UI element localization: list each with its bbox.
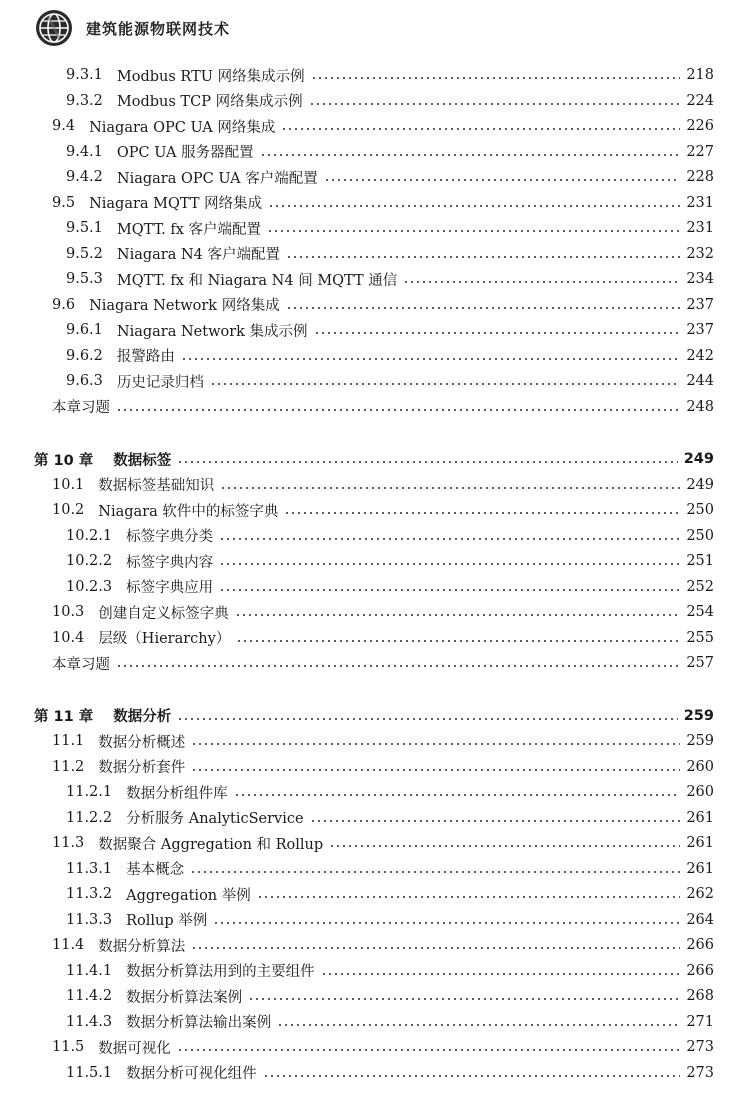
- toc-entry-number: 11.5.1: [66, 1064, 113, 1081]
- dot-leader: [403, 281, 680, 283]
- toc-entry-number: 9.6: [52, 296, 76, 313]
- dot-leader: [177, 461, 677, 463]
- dot-leader: [311, 77, 681, 79]
- toc-entry-page: 237: [686, 296, 714, 313]
- toc-entry-number: 11.3.3: [66, 911, 113, 928]
- toc-entry-number: 11.2.2: [66, 809, 113, 826]
- toc-entry[interactable]: [66, 1011, 714, 1033]
- toc-entry[interactable]: [66, 319, 714, 341]
- dot-leader: [219, 563, 680, 565]
- toc-entry-title: MQTT. fx 客户端配置: [116, 221, 261, 238]
- dot-leader: [314, 332, 681, 334]
- toc-entry-page: 250: [686, 502, 714, 518]
- dot-leader: [235, 614, 681, 616]
- toc-entry-title: Niagara 软件中的标签字典: [98, 503, 279, 520]
- toc-entry[interactable]: [52, 730, 714, 752]
- dot-leader: [277, 1024, 680, 1026]
- dot-leader: [116, 665, 680, 667]
- toc-entry-number: 9.3.1: [66, 67, 103, 83]
- book-title: 建筑能源物联网技术: [86, 20, 231, 38]
- toc-entry-page: 262: [686, 886, 714, 902]
- toc-entry[interactable]: [66, 781, 714, 803]
- toc-entry-title: 数据聚合 Aggregation 和 Rollup: [98, 836, 324, 853]
- dot-leader: [213, 922, 680, 924]
- toc-entry-title: 分析服务 AnalyticService: [126, 811, 304, 827]
- toc-entry-title: 报警路由: [116, 349, 175, 365]
- toc-entry-title: 数据分析套件: [98, 760, 186, 776]
- toc-entry[interactable]: [52, 934, 714, 956]
- toc-entry-page: 242: [686, 347, 714, 364]
- toc-entry[interactable]: [66, 243, 714, 265]
- toc-entry[interactable]: [66, 576, 714, 598]
- dot-leader: [281, 128, 680, 130]
- toc-entry-title: Aggregation 举例: [126, 887, 251, 904]
- toc-entry-number: 10.2.1: [66, 527, 113, 544]
- toc-entry-number: 9.4.2: [66, 169, 103, 185]
- dot-leader: [177, 718, 677, 720]
- dot-leader: [309, 103, 681, 105]
- toc-entry-title: 数据分析算法: [98, 938, 186, 955]
- dot-leader: [177, 1049, 681, 1051]
- toc-entry-page: 251: [686, 553, 714, 569]
- toc-entry-title: Niagara N4 客户端配置: [116, 247, 281, 263]
- toc-entry-page: 257: [686, 655, 714, 671]
- toc-entry[interactable]: [66, 268, 714, 290]
- toc-entry-title: 数据分析算法案例: [126, 989, 243, 1006]
- toc-entry-title: 数据可视化: [98, 1040, 171, 1057]
- toc-entry-page: 232: [686, 245, 714, 262]
- toc-entry[interactable]: [52, 499, 714, 521]
- toc-entry-page: 231: [686, 194, 714, 211]
- toc-entry[interactable]: [52, 601, 714, 623]
- dot-leader: [220, 487, 680, 489]
- toc-entry-title: 数据标签基础知识: [98, 478, 215, 494]
- toc-entry[interactable]: [66, 1062, 714, 1084]
- toc-entry[interactable]: [66, 370, 714, 392]
- toc-entry-title: 创建自定义标签字典: [98, 605, 229, 622]
- toc-entry[interactable]: [66, 858, 714, 880]
- toc-entry-page: 249: [683, 451, 714, 467]
- toc-entry-number: 9.5.3: [66, 271, 103, 287]
- toc-entry[interactable]: [52, 192, 714, 214]
- dot-leader: [181, 358, 680, 360]
- dot-leader: [190, 871, 680, 873]
- toc-entry-number: 9.3.2: [66, 92, 103, 109]
- dot-leader: [219, 538, 680, 540]
- toc-entry-number: 9.6.1: [66, 322, 103, 338]
- toc-entry-title: Niagara MQTT 网络集成: [89, 196, 263, 212]
- dot-leader: [321, 973, 681, 975]
- globe-logo-icon: [34, 8, 74, 48]
- toc-entry-number: 10.3: [52, 604, 85, 620]
- toc-entry[interactable]: [52, 627, 714, 649]
- toc-entry-page: 249: [686, 476, 714, 493]
- toc-entry-number: 11.2: [52, 758, 85, 775]
- dot-leader: [324, 179, 681, 181]
- dot-leader: [219, 589, 680, 591]
- toc-entry[interactable]: [66, 90, 714, 112]
- toc-entry-number: 11.4.1: [66, 962, 113, 979]
- toc-entry-page: 259: [686, 733, 714, 749]
- dot-leader: [210, 383, 680, 385]
- toc-entry-number: 9.4.1: [66, 143, 103, 160]
- toc-entry-title: Modbus TCP 网络集成示例: [116, 94, 303, 110]
- toc-entry[interactable]: [52, 652, 714, 674]
- toc-entry-title: Modbus RTU 网络集成示例: [116, 68, 305, 85]
- toc-entry-number: 9.6.3: [66, 373, 103, 389]
- toc-entry-title: 数据标签: [113, 452, 172, 469]
- toc-entry-title: 本章习题: [52, 400, 110, 416]
- toc-entry-title: 数据分析概述: [98, 734, 186, 751]
- toc-entry[interactable]: [66, 883, 714, 905]
- toc-entry[interactable]: [66, 525, 714, 547]
- toc-entry-number: 10.4: [52, 629, 85, 646]
- toc-entry[interactable]: [66, 345, 714, 367]
- toc-entry[interactable]: [52, 756, 714, 778]
- toc-entry-title: 基本概念: [126, 862, 185, 878]
- dot-leader: [257, 896, 681, 898]
- toc-entry-number: 11.3.1: [66, 860, 113, 877]
- dot-leader: [286, 256, 680, 258]
- toc-entry-page: 259: [683, 707, 714, 724]
- toc-entry-page: 273: [686, 1039, 714, 1055]
- toc-entry-number: 11.4.2: [66, 988, 113, 1004]
- toc-entry-number: 9.6.2: [66, 347, 103, 364]
- toc-entry-page: 228: [686, 169, 714, 185]
- toc-entry-title: 标签字典内容: [126, 554, 214, 571]
- toc-entry[interactable]: [52, 832, 714, 854]
- toc-entry-title: Niagara OPC UA 客户端配置: [116, 170, 318, 187]
- toc-entry-title: 数据分析: [113, 709, 172, 725]
- toc-chapter-entry[interactable]: [34, 705, 714, 727]
- toc-entry[interactable]: [52, 115, 714, 137]
- dot-leader: [248, 998, 680, 1000]
- toc-entry[interactable]: [66, 985, 714, 1007]
- toc-entry-page: 264: [686, 911, 714, 928]
- toc-entry-number: 10.1: [52, 476, 85, 493]
- toc-entry-title: 数据分析算法输出案例: [126, 1015, 272, 1031]
- dot-leader: [260, 154, 681, 156]
- toc-entry-title: Niagara Network 网络集成: [89, 298, 280, 314]
- dot-leader: [234, 794, 681, 796]
- toc-entry-number: 11.1: [52, 733, 85, 749]
- toc-entry-title: Niagara OPC UA 网络集成: [89, 119, 276, 136]
- toc-entry-page: 255: [686, 629, 714, 646]
- toc-entry-title: 标签字典应用: [126, 580, 214, 596]
- toc-entry[interactable]: [66, 550, 714, 572]
- toc-entry[interactable]: [66, 960, 714, 982]
- dot-leader: [191, 743, 680, 745]
- toc-entry[interactable]: [66, 217, 714, 239]
- toc-chapter-entry[interactable]: [34, 448, 714, 470]
- toc-entry[interactable]: [66, 64, 714, 86]
- toc-entry-number: 第 10 章: [34, 452, 94, 469]
- toc-entry-page: 224: [686, 92, 714, 109]
- toc-entry-number: 11.5: [52, 1039, 85, 1055]
- toc-entry[interactable]: [66, 807, 714, 829]
- toc-entry[interactable]: [52, 1036, 714, 1058]
- toc-entry-number: 11.4: [52, 937, 85, 953]
- toc-entry[interactable]: [52, 396, 714, 418]
- toc-entry-page: 273: [686, 1064, 714, 1081]
- dot-leader: [116, 409, 680, 411]
- toc-entry-page: 261: [686, 809, 714, 826]
- dot-leader: [329, 845, 680, 847]
- toc-entry-number: 9.5.1: [66, 220, 103, 236]
- toc-entry-page: 244: [686, 373, 714, 389]
- toc-entry-number: 11.4.3: [66, 1013, 113, 1030]
- toc-entry-title: OPC UA 服务器配置: [116, 145, 254, 161]
- toc-entry-page: 266: [686, 962, 714, 979]
- toc-entry[interactable]: [52, 294, 714, 316]
- toc-entry-page: 231: [686, 220, 714, 236]
- toc-entry-number: 9.5.2: [66, 245, 103, 262]
- toc-entry-number: 第 11 章: [34, 709, 94, 725]
- toc-entry-title: MQTT. fx 和 Niagara N4 间 MQTT 通信: [116, 272, 398, 289]
- toc-entry-number: 11.2.1: [66, 784, 113, 800]
- dot-leader: [267, 230, 680, 232]
- dot-leader: [191, 947, 680, 949]
- toc-entry-number: 11.3.2: [66, 886, 113, 902]
- toc-entry-page: 268: [686, 988, 714, 1004]
- toc-entry[interactable]: [66, 166, 714, 188]
- toc-entry[interactable]: [52, 474, 714, 496]
- toc-entry-number: 10.2.2: [66, 553, 113, 569]
- toc-entry-number: 11.3: [52, 835, 85, 851]
- toc-entry-page: 227: [686, 143, 714, 160]
- page-header: [0, 0, 750, 50]
- toc-entry-title: Rollup 举例: [126, 913, 208, 929]
- toc-entry-title: 标签字典分类: [126, 529, 214, 545]
- toc-entry-title: 数据分析可视化组件: [126, 1066, 257, 1082]
- toc-entry-page: 266: [686, 937, 714, 953]
- toc-entry-title: 层级（Hierarchy）: [98, 631, 231, 647]
- toc-entry-page: 248: [686, 398, 714, 415]
- dot-leader: [236, 640, 680, 642]
- toc-entry-title: 数据分析算法用到的主要组件: [126, 964, 315, 980]
- toc-entry-title: Niagara Network 集成示例: [116, 323, 308, 340]
- toc-entry-page: 261: [686, 860, 714, 877]
- dot-leader: [310, 820, 681, 822]
- dot-leader: [284, 512, 680, 514]
- toc-entry-title: 本章习题: [52, 656, 110, 673]
- toc-entry-title: 数据分析组件库: [126, 785, 228, 802]
- toc-entry-page: 250: [686, 527, 714, 544]
- dot-leader: [286, 307, 681, 309]
- toc-entry-number: 9.4: [52, 118, 76, 134]
- dot-leader: [191, 769, 680, 771]
- toc-entry-page: 218: [686, 67, 714, 83]
- toc-entry-page: 226: [686, 118, 714, 134]
- toc-entry-page: 260: [686, 784, 714, 800]
- toc-entry-page: 254: [686, 604, 714, 620]
- toc-entry[interactable]: [66, 141, 714, 163]
- dot-leader: [263, 1075, 681, 1077]
- toc-entry-page: 260: [686, 758, 714, 775]
- toc-entry-page: 252: [686, 578, 714, 595]
- toc-entry-number: 10.2.3: [66, 578, 113, 595]
- dot-leader: [268, 205, 680, 207]
- toc-entry-page: 234: [686, 271, 714, 287]
- toc-entry-page: 271: [686, 1013, 714, 1030]
- toc-entry[interactable]: [66, 909, 714, 931]
- toc-entry-page: 261: [686, 835, 714, 851]
- toc-entry-number: 10.2: [52, 502, 85, 518]
- toc-entry-number: 9.5: [52, 194, 76, 211]
- toc-entry-title: 历史记录归档: [116, 374, 204, 391]
- toc-entry-page: 237: [686, 322, 714, 338]
